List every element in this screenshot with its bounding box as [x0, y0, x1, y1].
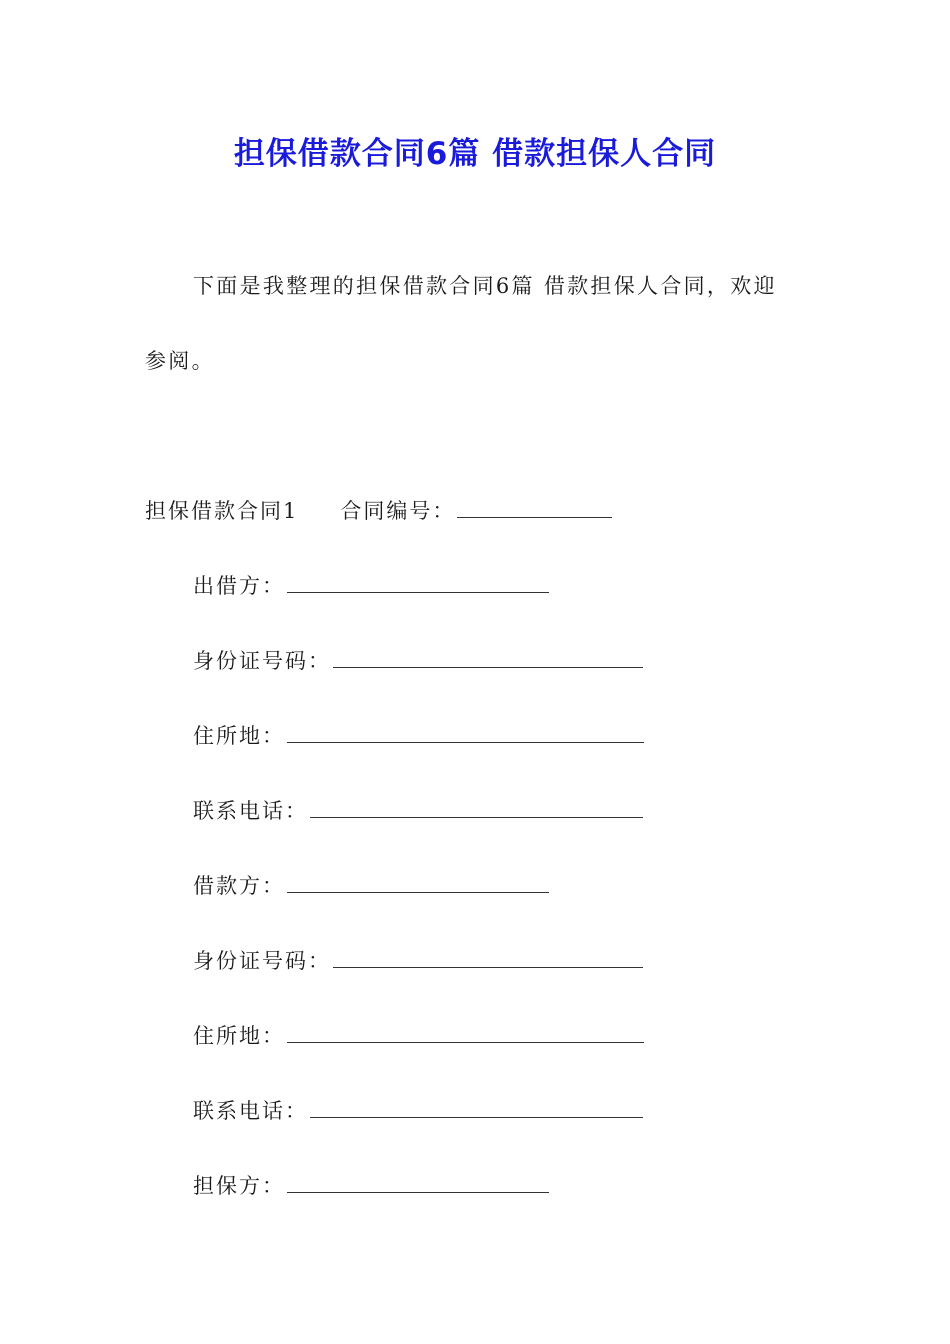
field-label-lender-address: 住所地： — [193, 724, 285, 748]
intro-paragraph-line-1: 下面是我整理的担保借款合同6篇 借款担保人合同，欢迎 — [193, 274, 777, 298]
field-blank-lender — [287, 574, 549, 593]
field-row-borrower-id — [193, 945, 643, 975]
field-label-borrower-phone: 联系电话： — [193, 1099, 308, 1123]
contract-number-label: 合同编号： — [340, 499, 456, 523]
field-blank-lender-id — [333, 649, 643, 668]
field-label-guarantor: 担保方： — [193, 1174, 285, 1198]
field-label-borrower-id: 身份证号码： — [193, 949, 331, 973]
field-blank-guarantor — [287, 1174, 549, 1193]
field-row-borrower-address — [193, 1020, 644, 1050]
field-row-lender-id — [193, 645, 643, 675]
intro-paragraph-line-2: 参阅。 — [145, 349, 215, 373]
field-row-guarantor — [193, 1170, 549, 1200]
contract-heading: 担保借款合同1 — [145, 499, 299, 523]
field-label-borrower: 借款方： — [193, 874, 285, 898]
field-label-lender-id: 身份证号码： — [193, 649, 331, 673]
field-label-lender: 出借方： — [193, 574, 285, 598]
field-row-lender-phone — [193, 795, 643, 825]
field-blank-borrower-id — [333, 949, 643, 968]
field-label-borrower-address: 住所地： — [193, 1024, 285, 1048]
contract-heading-row — [145, 495, 612, 525]
field-row-borrower — [193, 870, 549, 900]
field-blank-lender-phone — [310, 799, 643, 818]
field-blank-borrower — [287, 874, 549, 893]
field-row-borrower-phone — [193, 1095, 643, 1125]
field-label-lender-phone: 联系电话： — [193, 799, 308, 823]
field-blank-borrower-phone — [310, 1099, 643, 1118]
contract-number-blank — [457, 499, 612, 518]
field-row-lender-address — [193, 720, 644, 750]
field-row-lender — [193, 570, 549, 600]
field-blank-lender-address — [287, 724, 644, 743]
document-title: 担保借款合同6篇 借款担保人合同 — [233, 136, 717, 172]
field-blank-borrower-address — [287, 1024, 644, 1043]
